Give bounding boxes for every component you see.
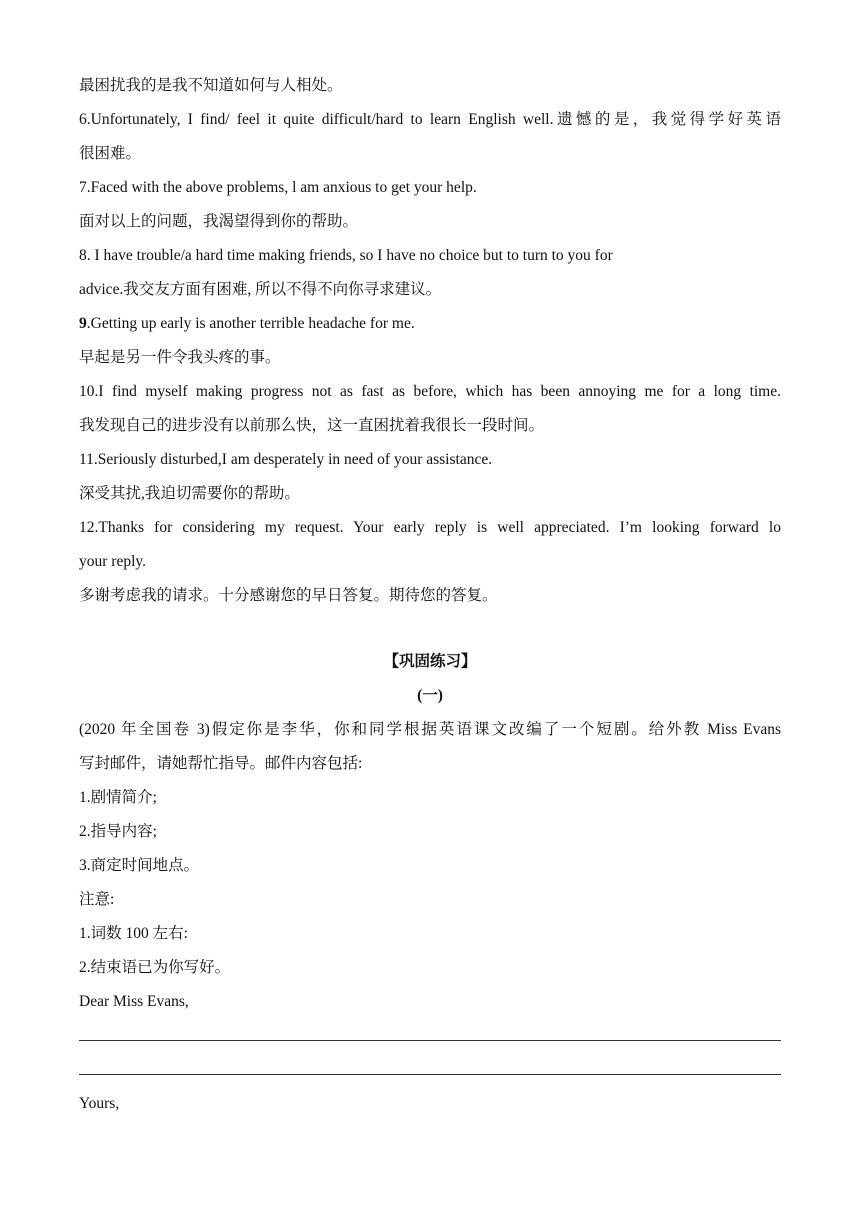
text-line: [79, 314, 781, 334]
text-line: your reply.: [79, 553, 147, 570]
prompt-item: 2.指导内容;: [79, 823, 157, 840]
text-line: 10.I find myself making progress not as fast as before, which has been annoying me for a long time.: [79, 383, 781, 400]
letter-greeting: Dear Miss Evans,: [79, 993, 189, 1010]
note-item: 2.结束语已为你写好。: [79, 959, 231, 976]
text-line: 深受其扰,我迫切需要你的帮助。: [79, 485, 300, 502]
text-line: 很困难。: [79, 145, 142, 162]
item-number: 9: [79, 315, 87, 332]
text-line: 7.Faced with the above problems, l am anxious to get your help.: [79, 179, 477, 196]
text-line: 8. I have trouble/a hard time making friends, so I have no choice but to turn to you for: [79, 247, 613, 264]
item-text: .Getting up early is another terrible headache for me.: [86, 315, 415, 332]
text-line: 面对以上的问题，我渴望得到你的帮助。: [79, 213, 359, 230]
prompt-item: 1.剧情简介;: [79, 789, 157, 806]
note-label: 注意:: [79, 891, 115, 908]
note-item: 1.词数 100 左右:: [79, 925, 188, 942]
prompt-line: 写封邮件，请她帮忙指导。邮件内容包括:: [79, 755, 363, 772]
letter-closing: Yours,: [79, 1095, 120, 1112]
section-subheading: (一): [417, 687, 443, 704]
writing-line[interactable]: [79, 1040, 781, 1041]
section-heading: 【巩固练习】: [383, 653, 477, 670]
text-line: 我发现自己的进步没有以前那么快，这一直困扰着我很长一段时间。: [79, 417, 545, 434]
text-line: advice.我交友方面有困难, 所以不得不向你寻求建议。: [79, 281, 442, 298]
text-line: 早起是另一件令我头疼的事。: [79, 349, 281, 366]
writing-line[interactable]: [79, 1074, 781, 1075]
text-line: 12.Thanks for considering my request. Your early reply is well appreciated. I’m looking forward lo: [79, 519, 781, 536]
prompt-item: 3.商定时间地点。: [79, 857, 200, 874]
prompt-line: (2020 年全国卷 3)假定你是李华，你和同学根据英语课文改编了一个短剧。给外教 Miss Evans: [79, 721, 781, 738]
text-line: 11.Seriously disturbed,I am desperately in need of your assistance.: [79, 451, 493, 468]
text-line: 6.Unfortunately, I find/ feel it quite difficult/hard to learn English well.遗憾的是，我觉得学好英语: [79, 111, 781, 128]
text-line: 最困扰我的是我不知道如何与人相处。: [79, 77, 343, 94]
text-line: 多谢考虑我的请求。十分感谢您的早日答复。期待您的答复。: [79, 587, 498, 604]
